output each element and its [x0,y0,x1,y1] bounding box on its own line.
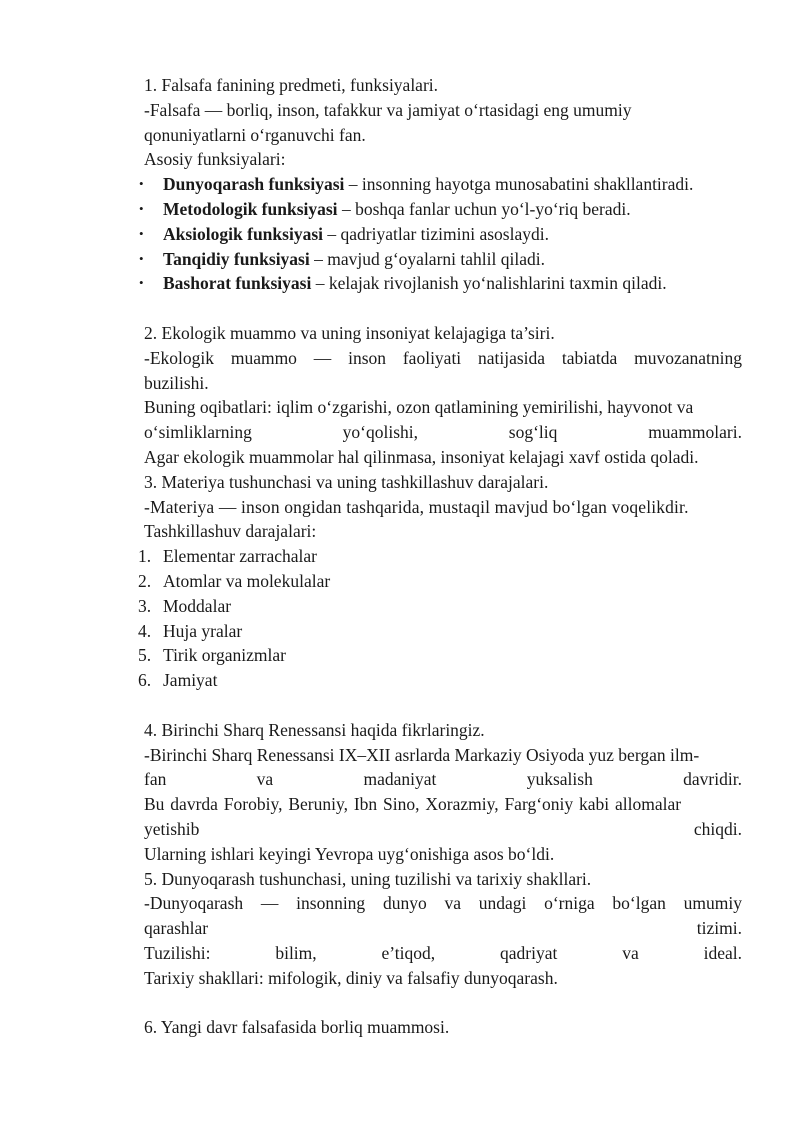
bullet-item [139,222,742,247]
word: Tuzilishi: [144,942,211,963]
item-number: 6. [138,670,152,691]
section-2-definition-line-2: buzilishi. [144,372,209,393]
bullet-term: Metodologik funksiyasi [163,198,338,219]
word: undagi [478,893,527,914]
word: va [256,769,274,790]
word: -Ekologik [144,347,214,368]
section-4-definition-line-1: -Birinchi Sharq Renessansi IX–XII asrlarda Markaziy Osiyoda yuz bergan ilm- [144,744,700,765]
section-3-heading: 3. Materiya tushunchasi va uning tashkillashuv darajalari. [144,471,549,492]
section-1-definition-line-1: -Falsafa — borliq, inson, tafakkur va jamiyat o‘rtasidagi eng umumiy [144,99,632,120]
section-2-definition-line-1 [144,346,742,371]
section-6-heading: 6. Yangi davr falsafasida borliq muammosi. [144,1017,450,1038]
section-4-scholars-line-1: Bu davrda Forobiy, Beruniy, Ibn Sino, Xorazmiy, Farg‘oniy kabi allomalar [144,794,682,815]
word: — [313,347,332,368]
numbered-item [138,544,742,569]
section-1-definition-line-2: qonuniyatlarni o‘rganuvchi fan. [144,124,366,145]
section-2-warning: Agar ekologik muammolar hal qilinmasa, insoniyat kelajagi xavf ostida qoladi. [144,446,699,467]
word: qadriyat [500,942,558,963]
bullet-item [139,172,742,197]
bullet-icon: • [139,176,144,192]
paragraph-gap [144,990,742,1015]
item-number: 2. [138,570,152,591]
numbered-item [138,619,742,644]
item-text: Huja yralar [163,620,243,641]
section-4-influence: Ularning ishlari keyingi Yevropa uyg‘onishiga asos bo‘ldi. [144,843,555,864]
word: qarashlar [144,918,209,939]
bullet-text: – boshqa fanlar uchun yo‘l-yo‘riq beradi. [337,198,631,219]
word: bo‘lgan [612,893,666,914]
bullet-icon: • [139,250,144,266]
word: va [444,893,461,914]
item-text: Jamiyat [163,670,218,691]
numbered-item [138,594,742,619]
word: -Dunyoqarash [144,893,244,914]
word: tabiatda [561,347,618,368]
word: insonning [296,893,366,914]
bullet-text: – mavjud g‘oyalarni tahlil qiladi. [309,248,545,269]
word: o‘rniga [544,893,595,914]
section-3-definition: -Materiya — inson ongidan tashqarida, mustaqil mavjud bo‘lgan voqelikdir. [144,496,689,517]
functions-bullet-list [139,172,742,296]
section-5-heading: 5. Dunyoqarash tushunchasi, uning tuzilishi va tarixiy shakllari. [144,868,592,889]
word: e’tiqod, [381,942,436,963]
bullet-item [139,197,742,222]
word: sog‘liq [508,422,558,443]
bullet-icon: • [139,225,144,241]
word: bilim, [275,942,317,963]
levels-numbered-list [138,544,742,693]
section-2-consequences-line-1: Buning oqibatlari: iqlim o‘zgarishi, ozon qatlamining yemirilishi, hayvonot va [144,397,694,418]
bullet-item [139,247,742,272]
word: ideal. [703,942,742,963]
paragraph-gap [144,693,742,718]
bullet-term: Aksiologik funksiyasi [163,223,323,244]
bullet-term: Tanqidiy funksiyasi [163,248,310,269]
word: davridir. [683,769,742,790]
item-number: 4. [138,620,152,641]
word: yuksalish [526,769,593,790]
bullet-text: – qadriyatlar tizimini asoslaydi. [323,223,549,244]
section-3-levels-intro: Tashkillashuv darajalari: [144,521,317,542]
section-4-scholars-line-2 [144,817,742,842]
bullet-icon: • [139,200,144,216]
item-number: 1. [138,546,152,567]
section-1-functions-intro: Asosiy funksiyalari: [144,149,286,170]
word: muammo [230,347,297,368]
item-number: 5. [138,645,152,666]
item-number: 3. [138,595,152,616]
bullet-term: Dunyoqarash funksiyasi [163,174,345,195]
section-5-structure [144,941,742,966]
word: natijasida [478,347,546,368]
word: — [260,893,279,914]
numbered-item [138,668,742,693]
word: o‘simliklarning [144,422,252,443]
word: yo‘qolishi, [342,422,419,443]
section-2-heading: 2. Ekologik muammo va uning insoniyat kelajagiga ta’siri. [144,322,555,343]
document-page [138,73,742,1040]
numbered-item [138,569,742,594]
section-4-definition-line-2 [144,767,742,792]
section-5-forms: Tarixiy shakllari: mifologik, diniy va falsafiy dunyoqarash. [144,967,558,988]
section-4-heading: 4. Birinchi Sharq Renessansi haqida fikrlaringiz. [144,719,485,740]
item-text: Atomlar va molekulalar [163,570,331,591]
word: inson [348,347,387,368]
item-text: Tirik organizmlar [163,645,286,666]
word: tizimi. [696,918,742,939]
bullet-icon: • [139,275,144,291]
bullet-term: Bashorat funksiyasi [163,273,312,294]
word: chiqdi. [693,818,742,839]
word: muvozanatning [634,347,742,368]
bullet-text: – insonning hayotga munosabatini shakllantiradi. [344,174,694,195]
section-2-consequences-line-2 [144,420,742,445]
word: fan [144,769,167,790]
word: umumiy [683,893,742,914]
section-5-definition-line-1 [144,891,742,916]
word: faoliyati [402,347,462,368]
word: madaniyat [363,769,437,790]
item-text: Moddalar [163,595,232,616]
section-5-definition-line-2 [144,916,742,941]
word: dunyo [382,893,427,914]
word: yetishib [144,818,200,839]
item-text: Elementar zarrachalar [163,546,317,567]
paragraph-gap [144,296,742,321]
numbered-item [138,643,742,668]
bullet-text: – kelajak rivojlanish yo‘nalishlarini taxmin qiladi. [311,273,667,294]
section-1-heading: 1. Falsafa fanining predmeti, funksiyalari. [144,75,439,95]
bullet-item [139,271,742,296]
word: muammolari. [648,422,742,443]
word: va [622,942,639,963]
